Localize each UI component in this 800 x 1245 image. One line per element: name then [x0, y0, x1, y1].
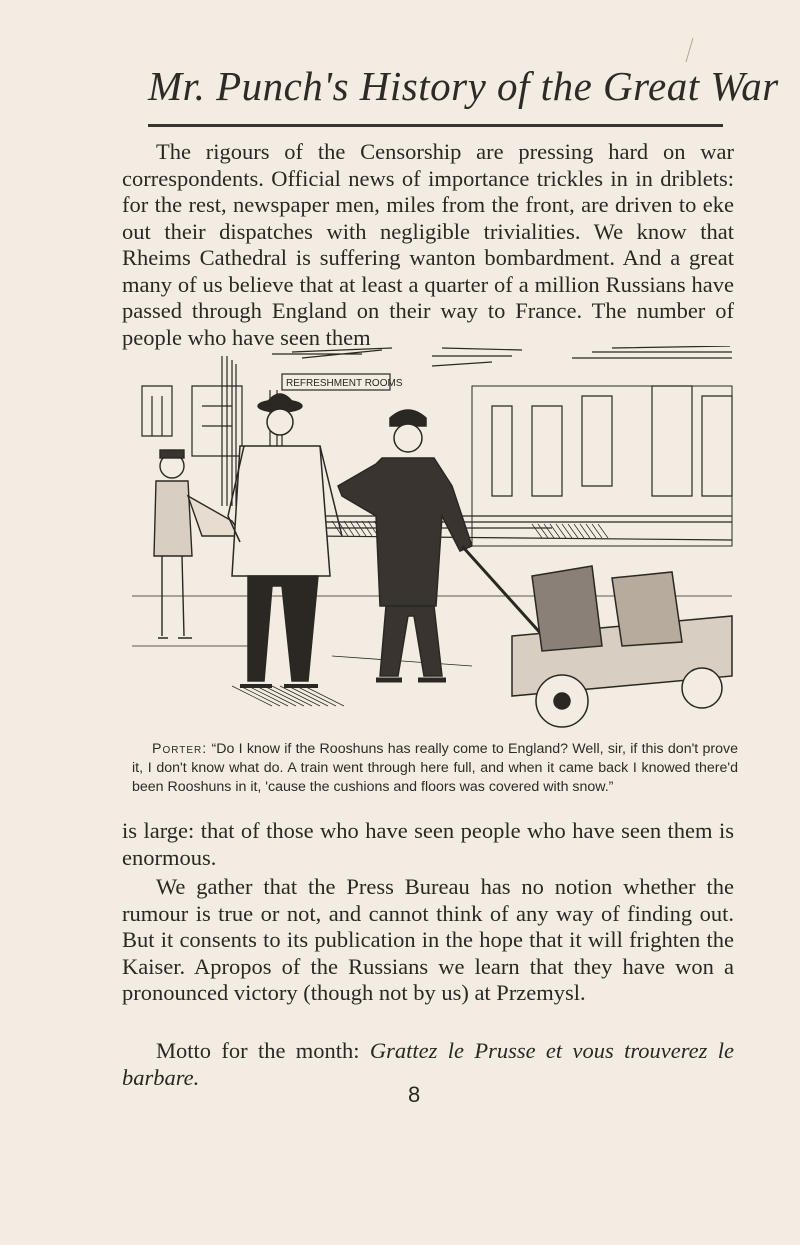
- motto-text: Grattez le Prusse et vous trouverez le barbare.: [122, 1038, 734, 1090]
- paragraph-continuation: is large: that of those who have seen people who have seen them is enormous.: [122, 818, 734, 870]
- caption-quote: “Do I know if the Rooshuns has really come to England? Well, sir, if this don't prove it, I don't know what do. A train went through here full, and when it came back I knowed there'd been Rooshuns in it, 'cause the cushions and floors was covered with snow.”: [132, 741, 738, 795]
- stray-mark: [683, 36, 695, 64]
- paragraph-motto: [122, 1038, 734, 1091]
- cartoon-illustration: [132, 346, 742, 736]
- running-header-title: Mr. Punch's History of the Great War: [148, 63, 779, 109]
- boy-figure: [154, 450, 242, 638]
- caption-speaker: Porter:: [152, 741, 208, 757]
- paragraph-censorship: The rigours of the Censorship are pressing hard on war correspondents. Official news of importance trickles in in driblets: for the rest, newspaper men, miles from the front, are driven to eke out their dispatches with negligible trivialities. We know that Rheims Cathedral is suffering wanton bombardment. And a great many of us believe that at least a quarter of a million Russians have passed through England on their way to France. The number of people who have seen them: [122, 139, 734, 350]
- page-number: 8: [408, 1082, 421, 1107]
- porter-figure: [338, 410, 472, 680]
- header-rule: [148, 124, 723, 127]
- luggage-trolley: [462, 546, 732, 727]
- paragraph-press-bureau: We gather that the Press Bureau has no notion whether the rumour is true or not, and cannot think of any way of finding out. But it consents to its publication in the hope that it will frighten the Kaiser. Apropos of the Russians we learn that they have won a pronounced victory (though not by us) at Przemysl.: [122, 874, 734, 1005]
- gentleman-figure: [228, 394, 342, 686]
- motto-prefix: Motto for the month:: [156, 1038, 370, 1063]
- refreshment-sign: REFRESHMENT ROOMS: [286, 378, 403, 389]
- illustration-caption: [132, 740, 738, 797]
